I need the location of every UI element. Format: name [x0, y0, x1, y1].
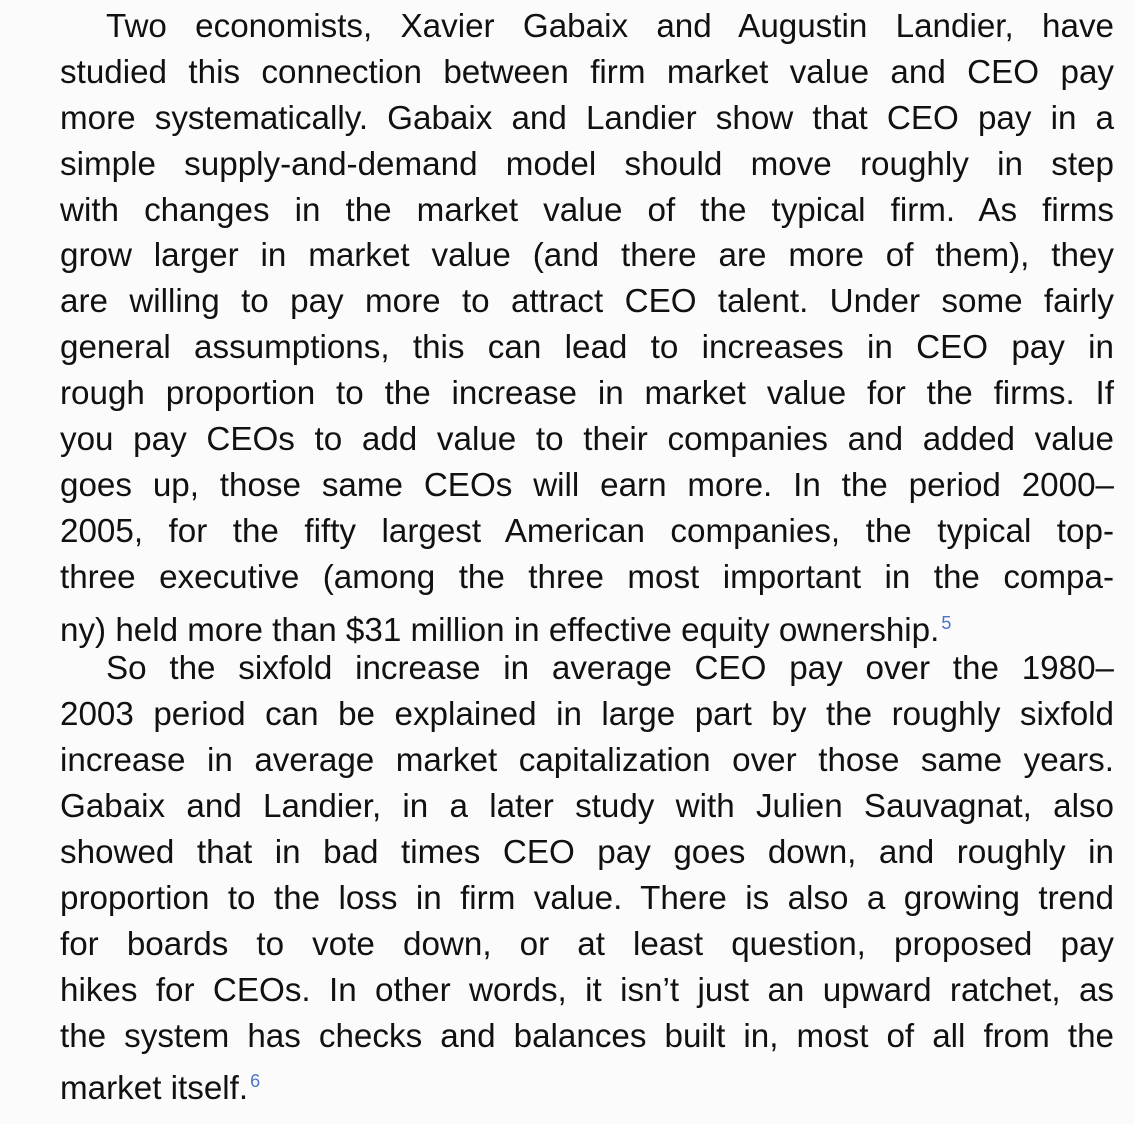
- text-line: simple supply-and-demand model should move roughly in step: [60, 145, 1114, 183]
- text-line: So the sixfold increase in average CEO pay over the 1980–: [106, 650, 1114, 688]
- text-line: three executive (among the three most important in the compa-: [60, 558, 1114, 596]
- text-line-content: market itself.: [60, 1070, 249, 1108]
- footnote-link-6[interactable]: 6: [250, 1071, 261, 1092]
- text-line: increase in average market capitalization over those same years.: [60, 742, 1114, 780]
- text-line-content: ny) held more than $31 million in effective equity ownership.: [60, 611, 940, 649]
- text-line: general assumptions, this can lead to increases in CEO pay in: [60, 329, 1114, 367]
- text-line: for boards to vote down, or at least question, proposed pay: [60, 925, 1114, 963]
- footnote-link-5[interactable]: 5: [941, 612, 952, 633]
- text-line: Gabaix and Landier, in a later study with Julien Sauvagnat, also: [60, 788, 1114, 826]
- text-line: 2005, for the fifty largest American companies, the typical top-: [60, 512, 1114, 550]
- text-line: the system has checks and balances built in, most of all from the: [60, 1017, 1114, 1055]
- text-line: proportion to the loss in firm value. There is also a growing trend: [60, 879, 1114, 917]
- paragraph-1: [14, 4, 1114, 649]
- text-line-last: [14, 1059, 1114, 1108]
- book-page: [14, 0, 1114, 1124]
- text-line: showed that in bad times CEO pay goes down, and roughly in: [60, 834, 1114, 872]
- text-line: hikes for CEOs. In other words, it isn’t just an upward ratchet, as: [60, 971, 1114, 1009]
- paragraph-2: [14, 646, 1114, 1108]
- text-line: 2003 period can be explained in large part by the roughly sixfold: [60, 696, 1114, 734]
- text-line: are willing to pay more to attract CEO talent. Under some fairly: [60, 283, 1114, 321]
- text-line: Two economists, Xavier Gabaix and Augustin Landier, have: [106, 8, 1114, 45]
- text-line: with changes in the market value of the typical firm. As firms: [60, 191, 1114, 229]
- text-line: more systematically. Gabaix and Landier show that CEO pay in a: [60, 99, 1114, 137]
- text-body: [14, 4, 1114, 1108]
- text-line: studied this connection between firm market value and CEO pay: [60, 53, 1114, 91]
- text-line: you pay CEOs to add value to their companies and added value: [60, 421, 1114, 459]
- text-line: grow larger in market value (and there are more of them), they: [60, 237, 1114, 275]
- text-line: goes up, those same CEOs will earn more. In the period 2000–: [60, 466, 1114, 504]
- text-line-last: [14, 601, 1114, 647]
- text-line: rough proportion to the increase in market value for the firms. If: [60, 375, 1114, 413]
